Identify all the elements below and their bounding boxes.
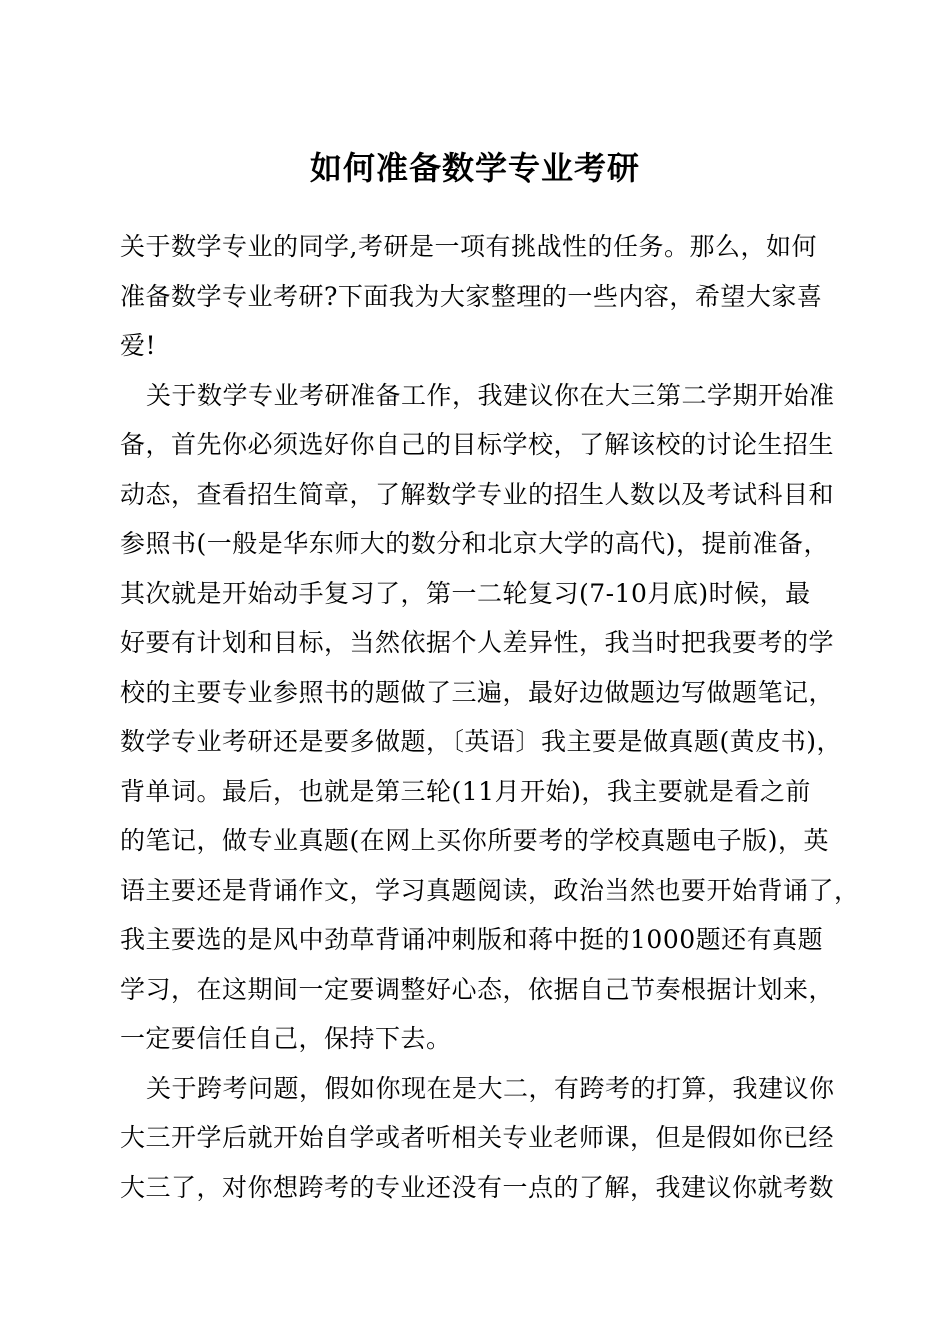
paragraph-2-line-2: 备，首先你必须选好你自己的目标学校，了解该校的讨论生招生 <box>120 430 835 459</box>
paragraph-2-line-5: 其次就是开始动手复习了，第一二轮复习(7-10月底)时候，最 <box>120 578 811 608</box>
paragraph-2-line-9: 背单词。最后，也就是第三轮(11月开始)，我主要就是看之前 <box>120 776 811 806</box>
paragraph-3-line-2: 大三开学后就开始自学或者听相关专业老师课，但是假如你已经 <box>120 1123 835 1152</box>
paragraph-1-line-3: 爱! <box>120 331 157 360</box>
document-body <box>120 222 860 1212</box>
paragraph-2-line-1: 关于数学专业考研准备工作，我建议你在大三第二学期开始准 <box>146 380 835 410</box>
paragraph-2-line-4: 参照书(一般是华东师大的数分和北京大学的高代)，提前准备， <box>120 529 830 558</box>
paragraph-3-line-3: 大三了，对你想跨考的专业还没有一点的了解，我建议你就考数 <box>120 1172 835 1202</box>
paragraph-2-line-8: 数学专业考研还是要多做题，〔英语〕我主要是做真题(黄皮书)， <box>120 727 843 756</box>
paragraph-3-line-1: 关于跨考问题，假如你现在是大二，有跨考的打算，我建议你 <box>146 1073 835 1103</box>
paragraph-2-line-14: 一定要信任自己，保持下去。 <box>120 1024 452 1053</box>
paragraph-2-line-10: 的笔记，做专业真题(在网上买你所要考的学校真题电子版)，英 <box>120 826 830 855</box>
paragraph-2-line-6: 好要有计划和目标，当然依据个人差异性，我当时把我要考的学 <box>120 628 835 657</box>
paragraph-2-line-7: 校的主要专业参照书的题做了三遍，最好边做题边写做题笔记， <box>120 677 835 707</box>
paragraph-2-line-13: 学习，在这期间一定要调整好心态，依据自己节奏根据计划来， <box>120 974 835 1004</box>
paragraph-2-line-12: 我主要选的是风中劲草背诵冲刺版和蒋中挺的1000题还有真题 <box>120 925 824 954</box>
paragraph-1-line-2: 准备数学专业考研?下面我为大家整理的一些内容，希望大家喜 <box>120 281 823 311</box>
paragraph-2-line-3: 动态，查看招生简章，了解数学专业的招生人数以及考试科目和 <box>120 479 835 509</box>
paragraph-1-line-1: 关于数学专业的同学,考研是一项有挑战性的任务。那么，如何 <box>120 232 817 261</box>
document-title: 如何准备数学专业考研 <box>309 149 640 187</box>
paragraph-2-line-11: 语主要还是背诵作文，学习真题阅读，政治当然也要开始背诵了， <box>120 875 860 905</box>
